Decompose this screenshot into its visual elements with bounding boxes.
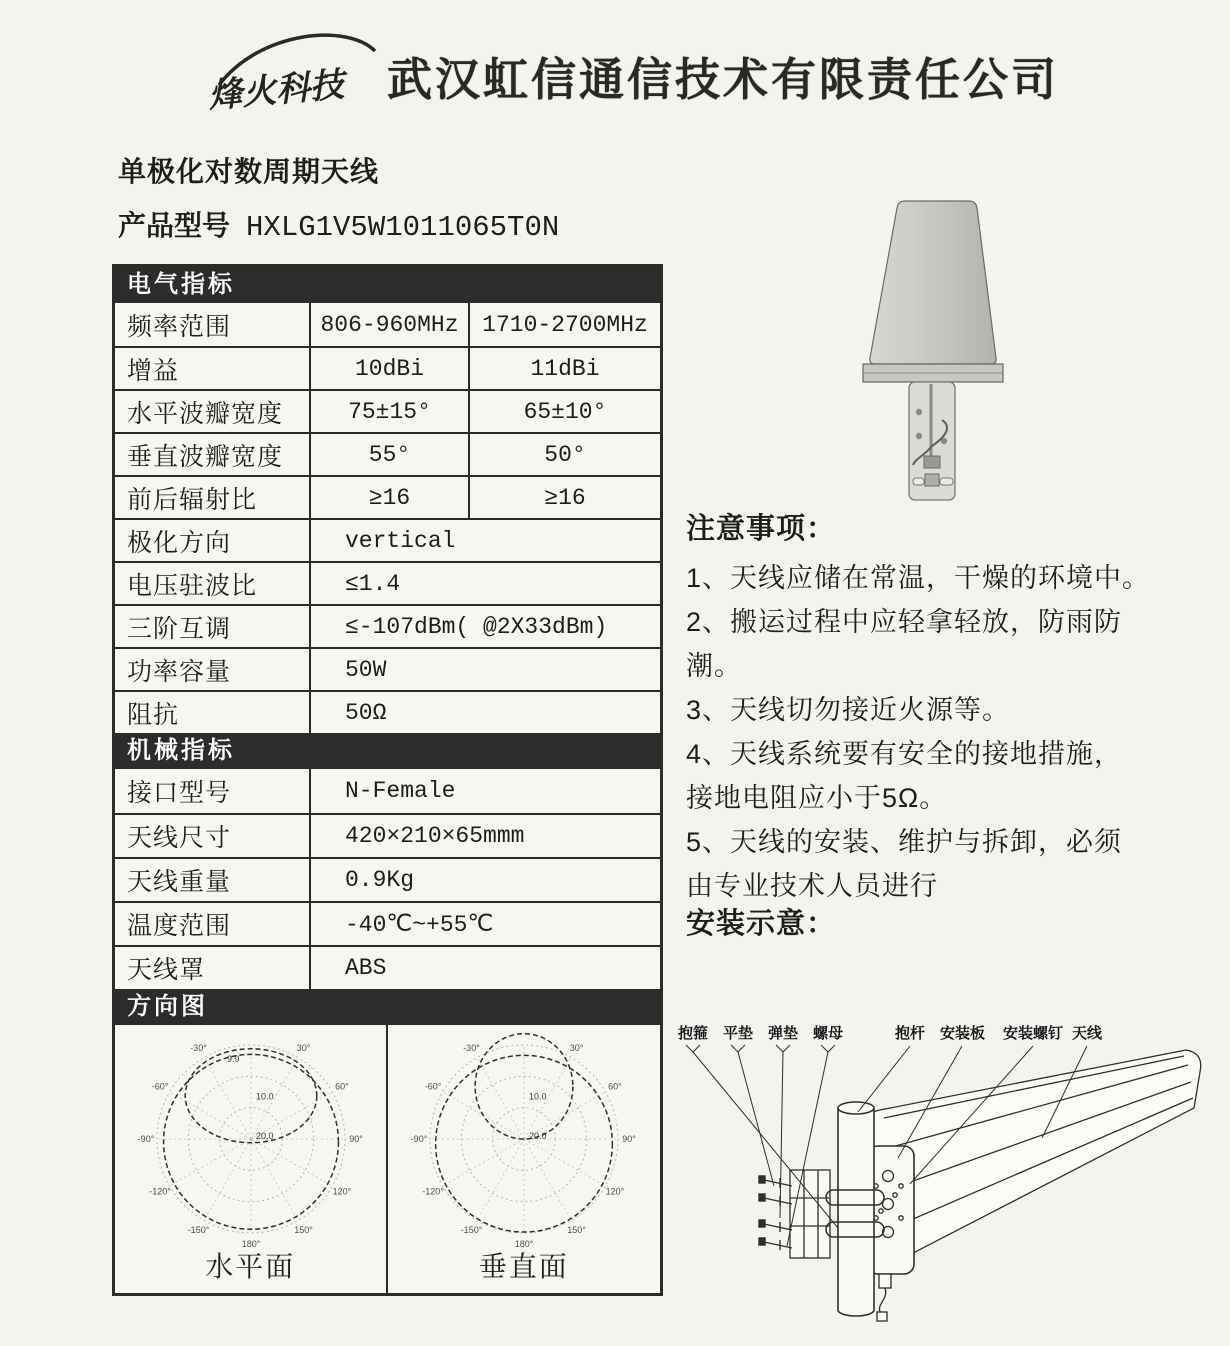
table-row (115, 346, 660, 389)
svg-text:30°: 30° (569, 1043, 583, 1054)
note-line: 潮。 (686, 651, 742, 681)
install-title: 安装示意： (686, 908, 837, 940)
install-bolts (759, 1176, 792, 1250)
table-row (115, 432, 660, 475)
brand-header (205, 25, 1060, 120)
row-label: 天线尺寸 (115, 815, 311, 857)
row-label: 天线重量 (115, 859, 311, 901)
svg-text:20.0: 20.0 (528, 1131, 547, 1142)
table-row (115, 690, 660, 733)
slot-right (940, 478, 953, 485)
svg-text:120°: 120° (605, 1186, 624, 1197)
table-row (115, 561, 660, 604)
install-label-hoop: 抱箍 (678, 1025, 709, 1042)
row-value-2: 65±10° (523, 398, 607, 425)
table-row (115, 945, 660, 989)
install-label-antenna: 天线 (1072, 1025, 1103, 1042)
row-value: vertical (345, 527, 456, 554)
row-label: 温度范围 (115, 903, 311, 945)
note-line: 3、天线切勿接近火源等。 (686, 695, 1011, 725)
row-value-1: 806-960MHz (311, 303, 470, 346)
row-label: 频率范围 (115, 303, 311, 346)
table-row (115, 604, 660, 647)
table-row (115, 475, 660, 518)
note-line: 2、搬运过程中应轻拿轻放，防雨防 (686, 607, 1123, 637)
pattern-row (115, 1025, 660, 1293)
model-label: 产品型号 (118, 210, 231, 241)
svg-text:90°: 90° (621, 1134, 636, 1144)
install-label-nut: 螺母 (813, 1025, 844, 1042)
section-bar-mechanical: 机械指标 (115, 733, 660, 769)
note-line: 接地电阻应小于5Ω。 (686, 783, 948, 813)
row-label: 三阶互调 (115, 606, 311, 647)
install-antenna (866, 1050, 1201, 1268)
svg-text:-30°: -30° (462, 1043, 480, 1054)
pattern-cell-vertical (388, 1025, 661, 1293)
row-value-2: 11dBi (530, 355, 600, 382)
svg-text:10.0: 10.0 (528, 1091, 547, 1102)
table-row (115, 389, 660, 432)
slot-left (913, 478, 924, 485)
table-row (115, 813, 660, 857)
svg-text:120°: 120° (332, 1186, 352, 1197)
row-value-1: ≥16 (311, 477, 470, 518)
svg-text:9.9: 9.9 (227, 1053, 240, 1064)
note-line: 5、天线的安装、维护与拆卸，必须 (686, 827, 1123, 857)
row-value: -40℃~+55℃ (345, 911, 494, 938)
table-row (115, 857, 660, 901)
row-value: N-Female (345, 778, 456, 804)
row-value: 50Ω (345, 699, 387, 726)
table-row (115, 518, 660, 561)
install-plate (868, 1146, 914, 1274)
svg-text:60°: 60° (607, 1081, 622, 1092)
install-pole (838, 1108, 874, 1316)
product-title: 单极化对数周期天线 (118, 156, 380, 187)
svg-text:-30°: -30° (190, 1043, 207, 1054)
svg-text:20.0: 20.0 (256, 1131, 274, 1142)
svg-text:150°: 150° (566, 1224, 586, 1235)
pattern-caption-horizontal: 水平面 (205, 1251, 296, 1282)
svg-text:-60°: -60° (424, 1081, 441, 1092)
install-label-flat-washer: 平垫 (723, 1025, 754, 1042)
svg-text:180°: 180° (514, 1239, 533, 1249)
row-value: 50W (345, 656, 387, 683)
svg-text:10.0: 10.0 (256, 1091, 274, 1102)
install-bracket (790, 1170, 830, 1258)
row-value-2: 50° (544, 441, 586, 468)
model-line (118, 204, 559, 244)
row-label: 阻抗 (115, 692, 311, 733)
logo-text: 烽火科技 (206, 65, 346, 116)
row-value: 0.9Kg (345, 867, 415, 893)
notes-section (686, 506, 1230, 908)
svg-text:90°: 90° (349, 1134, 363, 1144)
svg-text:-90°: -90° (410, 1134, 427, 1144)
svg-text:-150°: -150° (460, 1224, 482, 1235)
row-value: ≤-107dBm( @2X33dBm) (345, 613, 608, 640)
pattern-caption-vertical: 垂直面 (478, 1251, 569, 1282)
svg-text:-120°: -120° (149, 1186, 171, 1197)
svg-text:150°: 150° (294, 1224, 313, 1235)
install-label-plate: 安装板 (940, 1025, 986, 1042)
row-label: 功率容量 (115, 649, 311, 690)
installation-diagram (670, 1020, 1228, 1346)
table-row (115, 303, 660, 346)
notes-title: 注意事项： (686, 513, 837, 545)
section-bar-electrical: 电气指标 (115, 267, 660, 303)
row-value-1: 75±15° (311, 391, 470, 432)
svg-text:30°: 30° (296, 1043, 311, 1054)
svg-text:60°: 60° (335, 1081, 349, 1092)
note-line: 由专业技术人员进行 (686, 871, 938, 901)
table-row (115, 901, 660, 945)
company-name: 武汉虹信通信技术有限责任公司 (387, 54, 1060, 105)
svg-text:180°: 180° (241, 1239, 261, 1249)
row-value-1: 10dBi (311, 348, 470, 389)
row-label: 电压驻波比 (115, 563, 311, 604)
row-label: 接口型号 (115, 769, 311, 813)
install-label-spring-washer: 弹垫 (768, 1025, 799, 1042)
svg-text:-60°: -60° (151, 1081, 169, 1092)
row-label: 增益 (115, 348, 311, 389)
note-line: 1、天线应储在常温，干燥的环境中。 (686, 563, 1151, 593)
table-row (115, 769, 660, 813)
antenna-product-image (845, 188, 1095, 510)
model-code: HXLG1V5W1011065T0N (246, 211, 560, 244)
note-line: 4、天线系统要有安全的接地措施， (686, 739, 1123, 769)
row-label: 水平波瓣宽度 (115, 391, 311, 432)
pattern-cell-horizontal (115, 1025, 388, 1293)
section-bar-pattern: 方向图 (115, 989, 660, 1025)
row-value: ABS (345, 955, 387, 981)
svg-text:-150°: -150° (187, 1224, 210, 1235)
spec-table (112, 264, 663, 1296)
horizontal-pattern-plot (115, 1027, 387, 1253)
row-value: ≤1.4 (345, 570, 401, 597)
row-value-2: ≥16 (544, 484, 586, 511)
fiberhome-logo (205, 25, 385, 120)
row-label: 垂直波瓣宽度 (115, 434, 311, 475)
svg-text:-120°: -120° (421, 1186, 444, 1197)
row-label: 极化方向 (115, 520, 311, 561)
row-label: 前后辐射比 (115, 477, 311, 518)
radome-body (870, 201, 996, 364)
vertical-pattern-plot (388, 1027, 660, 1253)
row-value-1: 55° (311, 434, 470, 475)
svg-text:-90°: -90° (137, 1134, 155, 1144)
row-value-2: 1710-2700MHz (482, 311, 648, 338)
row-value: 420×210×65mmm (345, 823, 525, 849)
install-label-screws: 安装螺钉 (1003, 1025, 1064, 1042)
install-label-pole: 抱杆 (895, 1025, 926, 1042)
row-label: 天线罩 (115, 947, 311, 989)
table-row (115, 647, 660, 690)
